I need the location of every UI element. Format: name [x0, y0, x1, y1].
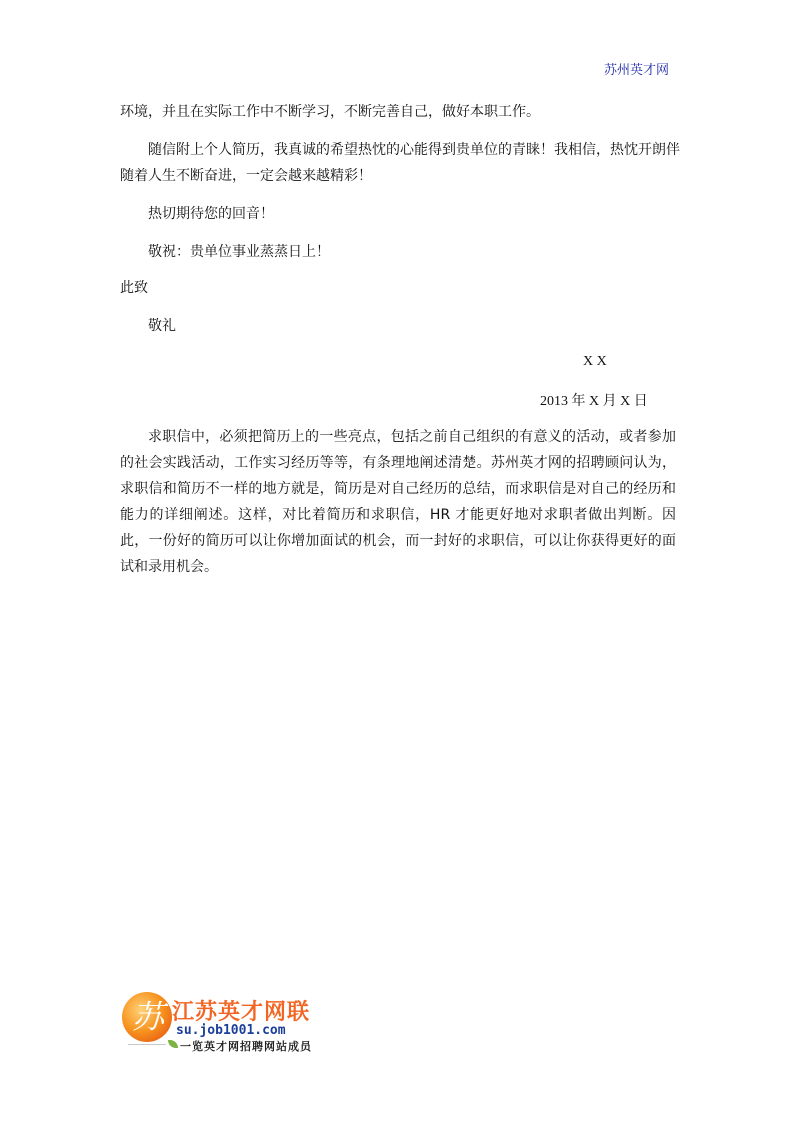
letter-para1-line1: 随信附上个人简历，我真诚的希望热忱的心能得到贵单位的青睐！我相信，热忱开朗伴	[148, 142, 680, 158]
logo-url: su.job1001.com	[176, 1023, 286, 1038]
letter-salute: 敬礼	[148, 318, 176, 334]
letter-para1-line2: 随着人生不断奋进，一定会越来越精彩！	[120, 168, 372, 184]
advice-paragraph: 求职信中，必须把简历上的一些亮点，包括之前自己组织的有意义的活动，或者参加的社会实践活动，工作实习经历等等，有条理地阐述清楚。苏州英才网的招聘顾问认为，求职信和简历不一样的地方就是，简历是对自己经历的总结，而求职信是对自己的经历和能力的详细阐述。这样，对比着简历和求职信，HR 才能更好地对求职者做出判断。因此，一份好的简历可以让你增加面试的机会，而一封好的求职信，可以让你获得更好的面试和录用机会。	[120, 429, 676, 575]
letter-wishes: 敬祝：贵单位事业蒸蒸日上！	[148, 244, 330, 260]
leaf-icon	[168, 1040, 178, 1048]
signature-date: 2013 年 X 月 X 日	[540, 394, 648, 409]
site-header-link[interactable]: 苏州英才网	[604, 63, 670, 78]
signature-name: X X	[583, 354, 607, 369]
letter-continuation: 环境，并且在实际工作中不断学习，不断完善自己，做好本职工作。	[120, 104, 540, 120]
logo-divider	[128, 1044, 166, 1045]
logo-title: 江苏英才网联	[172, 1000, 311, 1025]
logo-emblem-glyph: 苏	[131, 998, 164, 1036]
site-logo	[120, 992, 320, 1056]
letter-closing: 此致	[120, 280, 148, 296]
letter-await-reply: 热切期待您的回音！	[148, 206, 274, 222]
logo-tagline: 一览英才网招聘网站成员	[180, 1040, 312, 1053]
